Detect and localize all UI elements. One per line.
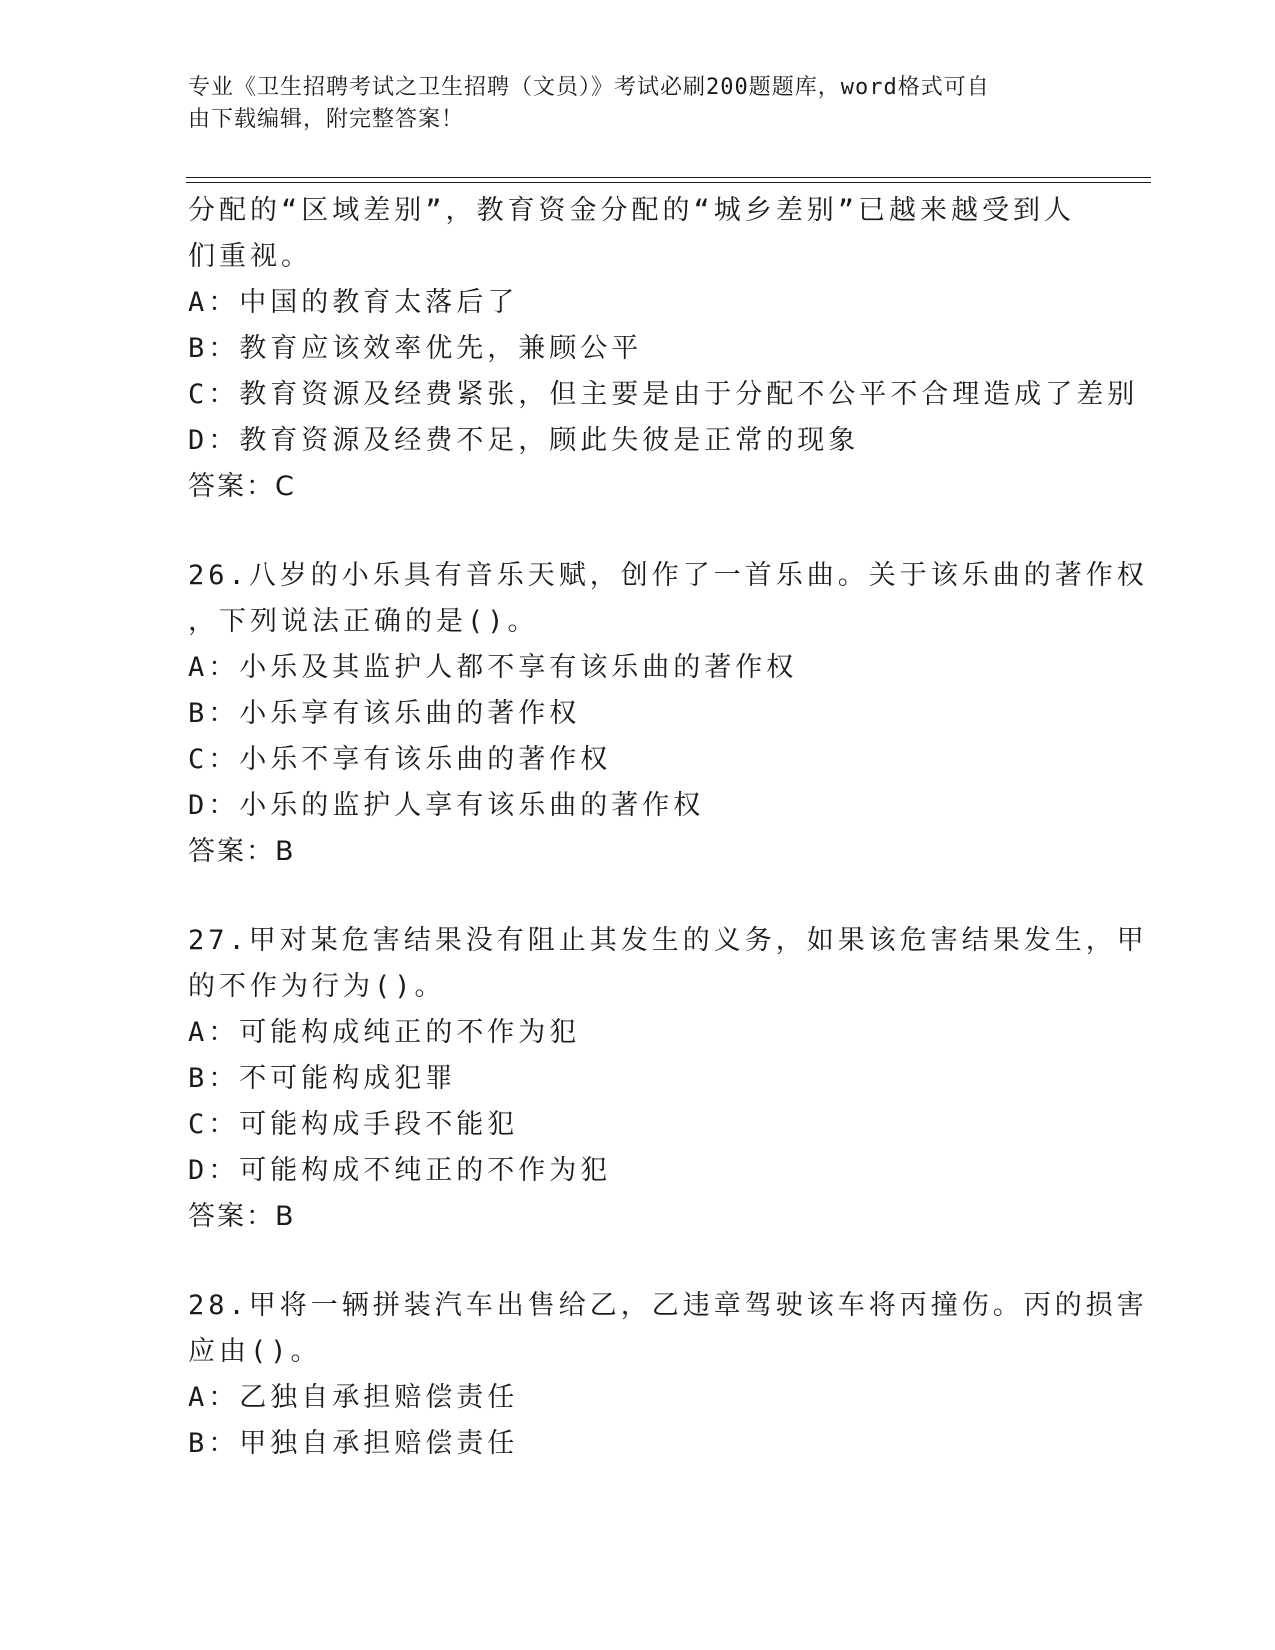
option-b: B：教育应该效率优先，兼顾公平 [188,333,643,364]
spacer [188,1240,1088,1283]
option-d: D：教育资源及经费不足，顾此失彼是正常的现象 [188,425,860,456]
option-a: A：小乐及其监护人都不享有该乐曲的著作权 [188,652,798,683]
header-line-1: 专业《卫生招聘考试之卫生招聘（文员）》考试必刷200题题库，word格式可自 [188,75,990,100]
question-text-line: 28.甲将一辆拼装汽车出售给乙，乙违章驾驶该车将丙撞伤。丙的损害 [188,1290,1148,1321]
option-b: B：小乐享有该乐曲的著作权 [188,698,581,729]
spacer [188,510,1088,553]
option-b: B：甲独自承担赔偿责任 [188,1428,519,1459]
option-d: D：小乐的监护人享有该乐曲的著作权 [188,790,705,821]
answer-line: 答案：B [188,836,296,867]
answer-line: 答案：B [188,1201,296,1232]
option-c: C：小乐不享有该乐曲的著作权 [188,744,612,775]
question-26 [188,553,1148,875]
option-a: A：中国的教育太落后了 [188,287,519,318]
answer-line: 答案：C [188,471,296,502]
option-d: D：可能构成不纯正的不作为犯 [188,1155,612,1186]
option-a: A：乙独自承担赔偿责任 [188,1382,519,1413]
header-double-rule [186,177,1151,183]
question-text-line: 26.八岁的小乐具有音乐天赋，创作了一首乐曲。关于该乐曲的著作权 [188,560,1148,591]
header-line-2: 由下载编辑，附完整答案！ [188,107,465,132]
question-text-line: 们重视。 [188,241,312,272]
question-text-line: 的不作为行为()。 [188,971,446,1002]
option-c: C：教育资源及经费紧张，但主要是由于分配不公平不合理造成了差别 [188,379,1139,410]
document-header [188,72,1068,136]
document-body [188,188,1148,1467]
question-continued [188,188,1139,510]
question-text-line: 分配的“区域差别”，教育资金分配的“城乡差别”已越来越受到人 [188,195,1076,226]
option-b: B：不可能构成犯罪 [188,1063,457,1094]
question-text-line: ，下列说法正确的是()。 [188,606,539,637]
question-28 [188,1283,1148,1467]
option-a: A：可能构成纯正的不作为犯 [188,1017,581,1048]
question-text-line: 应由()。 [188,1336,322,1367]
option-c: C：可能构成手段不能犯 [188,1109,519,1140]
question-text-line: 27.甲对某危害结果没有阻止其发生的义务，如果该危害结果发生，甲 [188,925,1148,956]
spacer [188,875,1088,918]
question-27 [188,918,1148,1240]
